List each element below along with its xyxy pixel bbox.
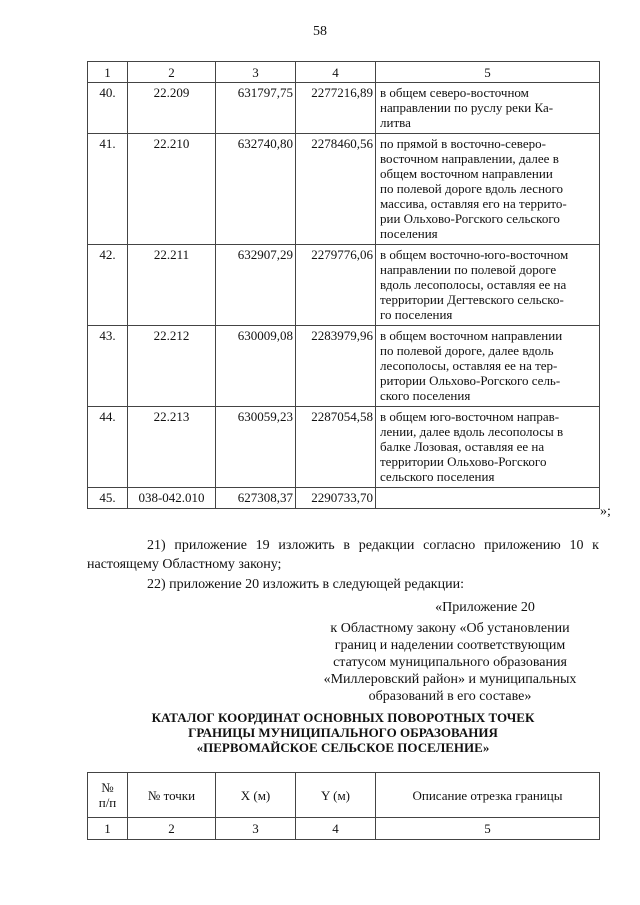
y-coordinate: 2277216,89 [296, 83, 376, 134]
segment-description [376, 245, 600, 326]
column-number: 4 [296, 62, 376, 83]
description-line: по полевой дороге, далее вдоль [380, 343, 554, 358]
appendix-line: «Миллеровский район» и муниципальных [323, 672, 577, 687]
point-number: 22.210 [128, 134, 216, 245]
table-row [88, 245, 600, 326]
header-y: Y (м) [296, 773, 376, 818]
description-line: лении, далее вдоль лесополосы в [380, 424, 564, 439]
segment-description [376, 134, 600, 245]
description-line: поселения [380, 226, 438, 241]
segment-description [376, 326, 600, 407]
segment-description [376, 83, 600, 134]
row-number: 43. [88, 326, 128, 407]
y-coordinate: 2283979,96 [296, 326, 376, 407]
x-coordinate: 632740,80 [216, 134, 296, 245]
column-number: 5 [376, 62, 600, 83]
appendix-reference [300, 620, 600, 705]
description-line: в общем восточном направлении [380, 328, 563, 343]
column-number: 3 [216, 818, 296, 840]
column-number: 2 [128, 818, 216, 840]
table-row [88, 407, 600, 488]
y-coordinate: 2278460,56 [296, 134, 376, 245]
point-number: 22.211 [128, 245, 216, 326]
description-line: направлении по полевой дороге [380, 262, 557, 277]
header-description: Описание отрезка границы [376, 773, 600, 818]
segment-description [376, 488, 600, 509]
header-row-number [88, 773, 128, 818]
catalog-heading-line: КАТАЛОГ КООРДИНАТ ОСНОВНЫХ ПОВОРОТНЫХ ТОЧЕК [151, 710, 535, 725]
description-line: по прямой в восточно-северо- [380, 136, 546, 151]
x-coordinate: 631797,75 [216, 83, 296, 134]
point-number: 22.212 [128, 326, 216, 407]
description-line: в общем восточно-юго-восточном [380, 247, 569, 262]
column-number: 4 [296, 818, 376, 840]
point-number: 22.209 [128, 83, 216, 134]
header-line: № [101, 780, 114, 795]
segment-description [376, 407, 600, 488]
description-line: ритории Ольхово-Рогского сель- [380, 373, 561, 388]
description-line: направлении по руслу реки Ка- [380, 100, 554, 115]
coordinates-table-continued [87, 61, 600, 509]
x-coordinate: 632907,29 [216, 245, 296, 326]
closing-quote-mark: »; [600, 504, 611, 519]
appendix-line: к Областному закону «Об установлении [330, 621, 570, 636]
catalog-heading-line: «ПЕРВОМАЙСКОЕ СЕЛЬСКОЕ ПОСЕЛЕНИЕ» [196, 740, 490, 755]
description-line: территории Ольхово-Рогского [380, 454, 547, 469]
table-column-numbers [88, 62, 600, 83]
appendix-title: «Приложение 20 [435, 600, 535, 615]
table-row [88, 83, 600, 134]
row-number: 41. [88, 134, 128, 245]
page-number: 58 [313, 24, 327, 39]
description-line: в общем северо-восточном [380, 85, 529, 100]
description-line: рии Ольхово-Рогского сельского [380, 211, 560, 226]
appendix-line: статусом муниципального образования [333, 655, 567, 670]
column-number: 1 [88, 818, 128, 840]
appendix-line: границ и наделении соответствующим [334, 638, 566, 653]
table-column-numbers [88, 818, 600, 840]
x-coordinate: 630059,23 [216, 407, 296, 488]
header-x: X (м) [216, 773, 296, 818]
point-number: 22.213 [128, 407, 216, 488]
row-number: 44. [88, 407, 128, 488]
y-coordinate: 2290733,70 [296, 488, 376, 509]
paragraph-item-21: 21) приложение 19 изложить в редакции согласно приложению 10 к настоящему Областному закону; [87, 538, 599, 572]
appendix-line: образований в его составе» [368, 689, 532, 704]
y-coordinate: 2279776,06 [296, 245, 376, 326]
description-line: вдоль лесополосы, оставляя ее на [380, 277, 567, 292]
description-line: в общем юго-восточном направ- [380, 409, 560, 424]
header-line: п/п [98, 795, 117, 810]
catalog-heading [87, 710, 599, 755]
description-line: по полевой дороге вдоль лесного [380, 181, 564, 196]
description-line: го поселения [380, 307, 453, 322]
description-line: сельского поселения [380, 469, 495, 484]
catalog-heading-line: ГРАНИЦЫ МУНИЦИПАЛЬНОГО ОБРАЗОВАНИЯ [188, 725, 498, 740]
description-line: территории Дегтевского сельско- [380, 292, 564, 307]
x-coordinate: 627308,37 [216, 488, 296, 509]
description-line: восточном направлении, далее в [380, 151, 559, 166]
description-line: литва [380, 115, 411, 130]
column-number: 2 [128, 62, 216, 83]
header-point-number: № точки [128, 773, 216, 818]
row-number: 45. [88, 488, 128, 509]
table-row [88, 326, 600, 407]
column-number: 1 [88, 62, 128, 83]
description-line: балке Лозовая, оставляя ее на [380, 439, 545, 454]
x-coordinate: 630009,08 [216, 326, 296, 407]
table-row [88, 134, 600, 245]
column-number: 5 [376, 818, 600, 840]
description-line: общем восточном направлении [380, 166, 553, 181]
y-coordinate: 2287054,58 [296, 407, 376, 488]
point-number: 038-042.010 [128, 488, 216, 509]
table-row [88, 488, 600, 509]
row-number: 42. [88, 245, 128, 326]
coordinates-table-new [87, 772, 600, 840]
description-line: лесополосы, оставляя ее на тер- [380, 358, 558, 373]
paragraph-item-22: 22) приложение 20 изложить в следующей редакции: [147, 577, 464, 592]
description-line: ского поселения [380, 388, 471, 403]
description-line: массива, оставляя его на террито- [380, 196, 567, 211]
table-header-row [88, 773, 600, 818]
row-number: 40. [88, 83, 128, 134]
column-number: 3 [216, 62, 296, 83]
